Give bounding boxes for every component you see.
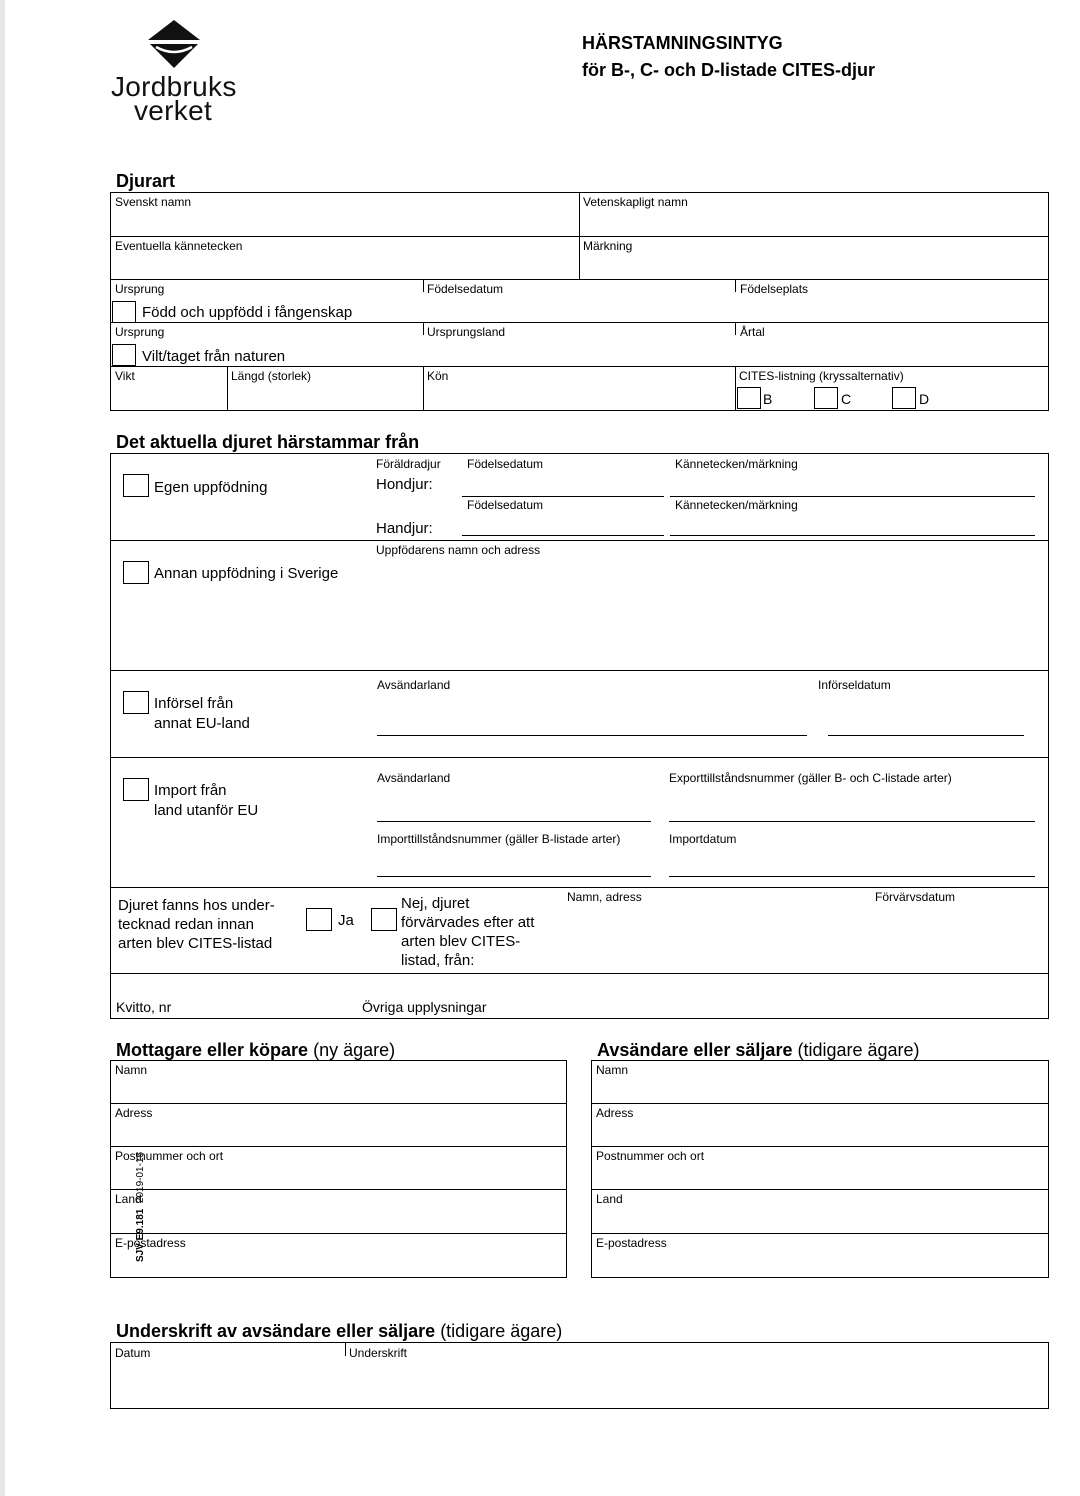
divider bbox=[110, 540, 1049, 541]
foraldradjur-label: Föräldradjur bbox=[376, 457, 441, 471]
mottagare-adress-field[interactable]: Adress bbox=[115, 1106, 153, 1120]
avsandare-heading-normal: (tidigare ägare) bbox=[792, 1040, 920, 1060]
egen-uppfodning-checkbox[interactable] bbox=[123, 474, 149, 497]
inforsel-label-line1: Införsel från bbox=[154, 695, 234, 712]
djuret-fanns-line3: arten blev CITES-listad bbox=[118, 935, 273, 952]
divider bbox=[110, 1233, 567, 1234]
cites-d-checkbox[interactable] bbox=[892, 387, 916, 409]
importtillstand-input[interactable] bbox=[377, 876, 651, 877]
section-heading-underskrift bbox=[116, 1320, 562, 1342]
hondjur-fodelsedatum-input[interactable] bbox=[462, 496, 664, 497]
page-edge bbox=[0, 0, 5, 1496]
import-avsandarland-label: Avsändarland bbox=[377, 771, 451, 785]
ursprungsland-field[interactable]: Ursprungsland bbox=[427, 325, 506, 339]
import-label-line2: land utanför EU bbox=[154, 802, 259, 819]
divider bbox=[110, 887, 1049, 888]
cites-d-label: D bbox=[919, 391, 930, 407]
import-label-line1: Import från bbox=[154, 782, 227, 799]
divider bbox=[591, 1103, 1049, 1104]
avsandare-adress-field[interactable]: Adress bbox=[596, 1106, 634, 1120]
avsandare-namn-field[interactable]: Namn bbox=[596, 1063, 629, 1077]
divider bbox=[110, 670, 1049, 671]
divider bbox=[591, 1233, 1049, 1234]
inforseldatum-label: Införseldatum bbox=[818, 678, 891, 692]
handjur-fodelsedatum-label: Födelsedatum bbox=[467, 498, 544, 512]
form-code-vertical bbox=[134, 1132, 148, 1282]
ja-checkbox[interactable] bbox=[306, 908, 332, 931]
nej-label-line4: listad, från: bbox=[401, 952, 475, 969]
document-subtitle: för B-, C- och D-listade CITES-djur bbox=[582, 60, 876, 80]
kvitto-field[interactable]: Kvitto, nr bbox=[116, 999, 172, 1015]
section-heading-mottagare bbox=[116, 1039, 395, 1061]
divider bbox=[110, 366, 1049, 367]
divider bbox=[423, 280, 424, 292]
divider bbox=[227, 366, 228, 411]
ja-label: Ja bbox=[338, 912, 354, 929]
datum-field[interactable]: Datum bbox=[115, 1346, 151, 1360]
section-heading-harstammar: Det aktuella djuret härstammar från bbox=[116, 432, 420, 452]
logo-text-line2: verket bbox=[134, 95, 213, 126]
form-date: 2019-01-15 bbox=[135, 1151, 146, 1204]
vikt-field[interactable]: Vikt bbox=[115, 369, 135, 383]
divider bbox=[110, 1189, 567, 1190]
cites-b-label: B bbox=[763, 391, 773, 407]
form-code: SJV E9.181 bbox=[135, 1208, 146, 1263]
import-avsandarland-input[interactable] bbox=[377, 821, 651, 822]
divider bbox=[735, 323, 736, 335]
divider bbox=[110, 322, 1049, 323]
section-heading-djurart: Djurart bbox=[116, 171, 176, 191]
hondjur-label: Hondjur: bbox=[376, 476, 433, 493]
cites-b-checkbox[interactable] bbox=[737, 387, 761, 409]
divider bbox=[591, 1189, 1049, 1190]
namn-adress-field[interactable]: Namn, adress bbox=[567, 890, 642, 904]
vilt-checkbox[interactable] bbox=[112, 344, 136, 366]
forvarvsdatum-field[interactable]: Förvärvsdatum bbox=[875, 890, 956, 904]
underskrift-heading-bold: Underskrift av avsändare eller säljare bbox=[116, 1321, 436, 1341]
divider bbox=[591, 1146, 1049, 1147]
importtillstand-label: Importtillståndsnummer (gäller B-listade arter) bbox=[377, 832, 621, 846]
fodelsedatum-field[interactable]: Födelsedatum bbox=[427, 282, 504, 296]
divider bbox=[345, 1342, 346, 1356]
inforseldatum-input[interactable] bbox=[828, 735, 1024, 736]
exporttillstand-input[interactable] bbox=[669, 821, 1035, 822]
divider bbox=[110, 1146, 567, 1147]
nej-label-line3: arten blev CITES- bbox=[401, 933, 521, 950]
handjur-kannetecken-label: Kännetecken/märkning bbox=[675, 498, 798, 512]
artal-field[interactable]: Årtal bbox=[740, 325, 765, 339]
vilt-label: Vilt/taget från naturen bbox=[142, 348, 286, 365]
nej-label-line1: Nej, djuret bbox=[401, 895, 470, 912]
divider bbox=[110, 1103, 567, 1104]
mottagare-namn-field[interactable]: Namn bbox=[115, 1063, 148, 1077]
inforsel-avsandarland-input[interactable] bbox=[377, 735, 807, 736]
import-checkbox[interactable] bbox=[123, 778, 149, 801]
inforsel-avsandarland-label: Avsändarland bbox=[377, 678, 451, 692]
divider bbox=[110, 757, 1049, 758]
divider bbox=[423, 366, 424, 411]
djuret-fanns-line2: tecknad redan innan bbox=[118, 916, 254, 933]
underskrift-form-box bbox=[110, 1342, 1049, 1409]
avsandare-land-field[interactable]: Land bbox=[596, 1192, 623, 1206]
avsandare-epost-field[interactable]: E-postadress bbox=[596, 1236, 667, 1250]
divider bbox=[579, 192, 580, 279]
nej-checkbox[interactable] bbox=[371, 908, 397, 931]
divider bbox=[735, 366, 736, 411]
divider bbox=[110, 973, 1049, 974]
avsandare-heading-bold: Avsändare eller säljare bbox=[597, 1040, 793, 1060]
handjur-kannetecken-input[interactable] bbox=[670, 535, 1035, 536]
logo-text-line1: Jordbruks bbox=[111, 71, 237, 102]
fodd-label: Född och uppfödd i fångenskap bbox=[142, 304, 353, 321]
kannetecken-field[interactable]: Eventuella kännetecken bbox=[115, 239, 243, 253]
mottagare-heading-normal: (ny ägare) bbox=[308, 1040, 396, 1060]
vetenskapligt-namn-field[interactable]: Vetenskapligt namn bbox=[583, 195, 688, 209]
mottagare-epost-field[interactable]: E-postadress bbox=[115, 1236, 186, 1250]
underskrift-field[interactable]: Underskrift bbox=[349, 1346, 408, 1360]
fodelseplats-field[interactable]: Födelseplats bbox=[740, 282, 809, 296]
ursprung-label: Ursprung bbox=[115, 325, 165, 339]
exporttillstand-label: Exporttillståndsnummer (gäller B- och C-listade arter) bbox=[669, 771, 952, 785]
ursprung-label: Ursprung bbox=[115, 282, 165, 296]
mottagare-land-field[interactable]: Land bbox=[115, 1192, 142, 1206]
ovriga-upplysningar-field[interactable]: Övriga upplysningar bbox=[362, 999, 487, 1015]
hondjur-fodelsedatum-label: Födelsedatum bbox=[467, 457, 544, 471]
importdatum-label: Importdatum bbox=[669, 832, 737, 846]
jordbruksverket-logo-icon bbox=[148, 20, 200, 68]
langd-field[interactable]: Längd (storlek) bbox=[231, 369, 312, 383]
cites-c-checkbox[interactable] bbox=[814, 387, 838, 409]
document-title: HÄRSTAMNINGSINTYG bbox=[582, 33, 783, 53]
mottagare-heading-bold: Mottagare eller köpare bbox=[116, 1040, 309, 1060]
hondjur-kannetecken-label: Kännetecken/märkning bbox=[675, 457, 798, 471]
inforsel-checkbox[interactable] bbox=[123, 691, 149, 714]
annan-uppfodning-label: Annan uppfödning i Sverige bbox=[154, 565, 339, 582]
divider bbox=[423, 323, 424, 335]
handjur-label: Handjur: bbox=[376, 520, 433, 537]
markning-field[interactable]: Märkning bbox=[583, 239, 633, 253]
fodd-checkbox[interactable] bbox=[112, 301, 136, 323]
avsandare-postnummer-field[interactable]: Postnummer och ort bbox=[596, 1149, 705, 1163]
annan-uppfodning-checkbox[interactable] bbox=[123, 561, 149, 584]
inforsel-label-line2: annat EU-land bbox=[154, 715, 250, 732]
mottagare-postnummer-field[interactable]: Postnummer och ort bbox=[115, 1149, 224, 1163]
handjur-fodelsedatum-input[interactable] bbox=[462, 535, 664, 536]
underskrift-heading-normal: (tidigare ägare) bbox=[435, 1321, 563, 1341]
importdatum-input[interactable] bbox=[669, 876, 1035, 877]
divider bbox=[110, 279, 1049, 280]
divider bbox=[735, 280, 736, 292]
section-heading-avsandare bbox=[597, 1039, 920, 1061]
djuret-fanns-line1: Djuret fanns hos under- bbox=[118, 897, 275, 914]
hondjur-kannetecken-input[interactable] bbox=[670, 496, 1035, 497]
uppfodarens-namn-field[interactable]: Uppfödarens namn och adress bbox=[376, 543, 541, 557]
cites-c-label: C bbox=[841, 391, 852, 407]
nej-label-line2: förvärvades efter att bbox=[401, 914, 535, 931]
svenskt-namn-field[interactable]: Svenskt namn bbox=[115, 195, 192, 209]
kon-field[interactable]: Kön bbox=[427, 369, 449, 383]
egen-uppfodning-label: Egen uppfödning bbox=[154, 479, 268, 496]
cites-label: CITES-listning (kryssalternativ) bbox=[739, 369, 904, 383]
